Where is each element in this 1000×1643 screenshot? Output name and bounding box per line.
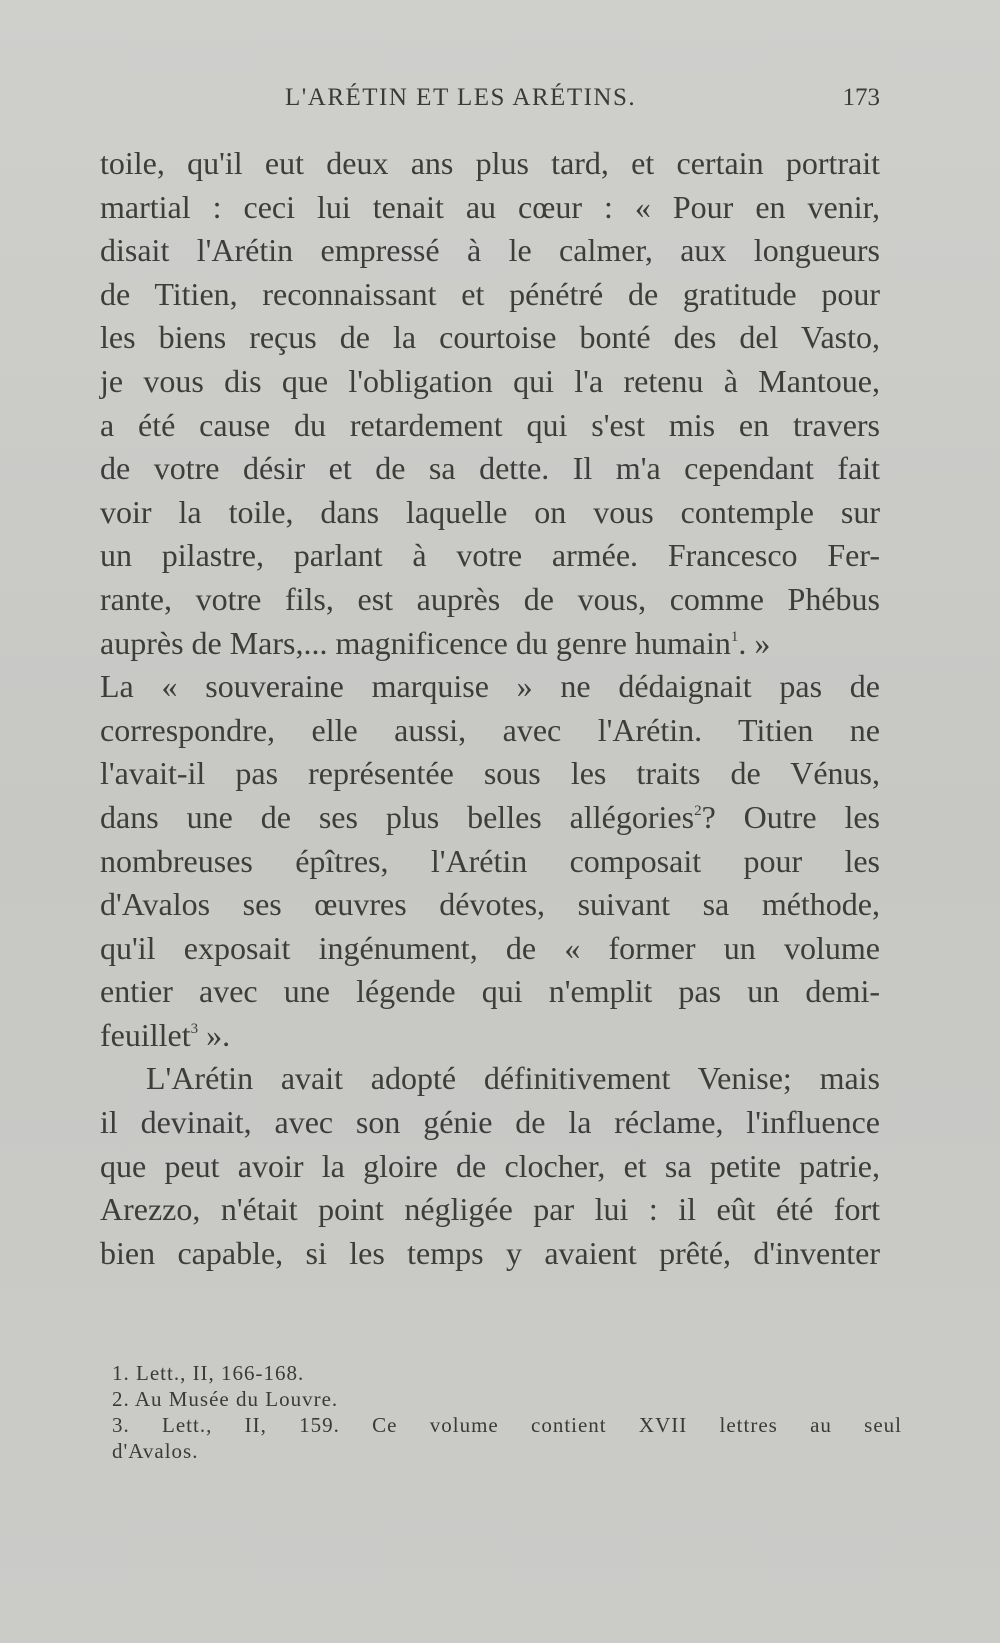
footnote-3: 3. Lett., II, 159. Ce volume contient XVII lettres au seul <box>112 1413 902 1437</box>
text-segment: dans une de ses plus belles allégories <box>100 798 695 835</box>
text-line: correspondre, elle aussi, avec l'Arétin. Titien ne <box>100 711 880 748</box>
text-line: un pilastre, parlant à votre armée. Francesco Fer- <box>100 537 880 574</box>
text-line: de votre désir et de sa dette. Il m'a cependant fait <box>100 450 880 487</box>
running-head <box>100 84 880 124</box>
text-line: bien capable, si les temps y avaient prêté, d'inventer <box>100 1234 880 1271</box>
text-line: rante, votre fils, est auprès de vous, comme Phébus <box>100 580 880 617</box>
text-line: il devinait, avec son génie de la réclame, l'influence <box>100 1104 880 1141</box>
text-line: que peut avoir la gloire de clocher, et sa petite patrie, <box>100 1147 880 1184</box>
text-line: a été cause du retardement qui s'est mis en travers <box>100 406 880 443</box>
footnote-3-continuation: d'Avalos. <box>112 1439 199 1463</box>
text-line: l'avait-il pas représentée sous les traits de Vénus, <box>100 755 880 792</box>
text-line: les biens reçus de la courtoise bonté des del Vasto, <box>100 319 880 356</box>
page-number: 173 <box>842 84 880 111</box>
text-line: martial : ceci lui tenait au cœur : « Pour en venir, <box>100 188 880 225</box>
footnote-2: 2. Au Musée du Louvre. <box>112 1387 339 1411</box>
paragraph-start-line: L'Arétin avait adopté définitivement Venise; mais <box>146 1060 880 1097</box>
text-line: voir la toile, dans laquelle on vous contemple sur <box>100 493 880 530</box>
text-line: entier avec une légende qui n'emplit pas un demi- <box>100 973 880 1010</box>
text-segment: . » <box>738 624 771 661</box>
text-segment: feuillet <box>100 1016 191 1053</box>
text-line <box>100 1014 880 1058</box>
text-segment: ». <box>198 1016 231 1053</box>
text-line <box>100 622 880 666</box>
text-line: je vous dis que l'obligation qui l'a retenu à Mantoue, <box>100 362 880 399</box>
text-segment: auprès de Mars,... magnificence du genre humain <box>100 624 731 661</box>
text-line: nombreuses épîtres, l'Arétin composait pour les <box>100 842 880 879</box>
footnote-ref-2: 2 <box>694 802 702 819</box>
body-text <box>100 142 880 1275</box>
text-line: La « souveraine marquise » ne dédaignait pas de <box>100 668 880 705</box>
text-line: disait l'Arétin empressé à le calmer, aux longueurs <box>100 232 880 269</box>
footnote-1: 1. Lett., II, 166-168. <box>112 1361 305 1385</box>
text-line: Arezzo, n'était point négligée par lui : il eût été fort <box>100 1191 880 1228</box>
footnote-ref-1: 1 <box>730 628 739 645</box>
text-line: toile, qu'il eut deux ans plus tard, et certain portrait <box>100 145 880 181</box>
footnotes <box>112 1360 902 1464</box>
text-line: de Titien, reconnaissant et pénétré de gratitude pour <box>100 275 880 312</box>
text-line: d'Avalos ses œuvres dévotes, suivant sa méthode, <box>100 886 880 923</box>
text-line: qu'il exposait ingénument, de « former un volume <box>100 929 880 966</box>
footnote-ref-3: 3 <box>190 1020 199 1037</box>
running-title: L'ARÉTIN ET LES ARÉTINS. <box>285 84 637 111</box>
text-line <box>100 796 880 840</box>
text-segment: ? Outre les <box>701 798 881 835</box>
